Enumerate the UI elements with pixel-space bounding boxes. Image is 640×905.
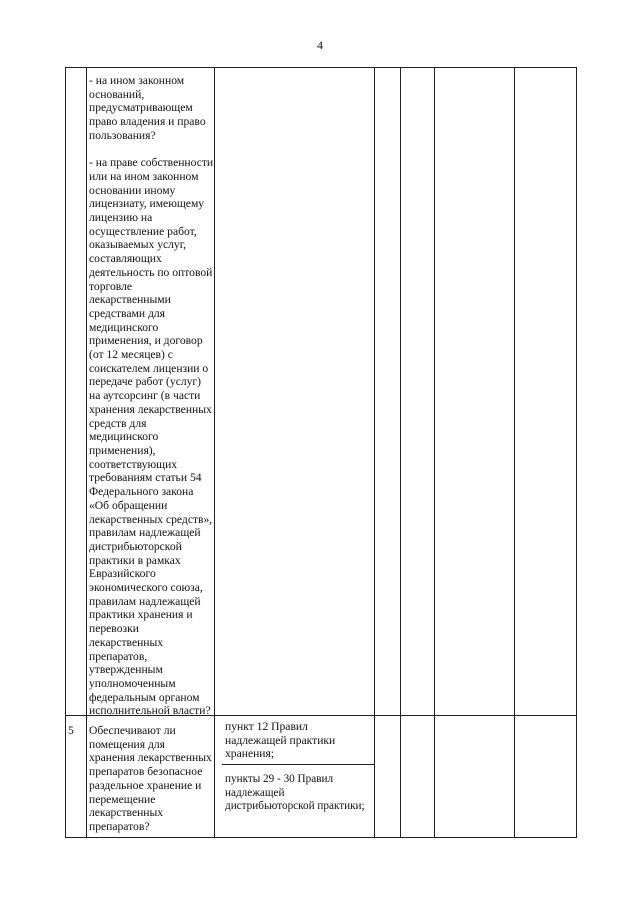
column-divider [214,67,215,837]
table-border-left [65,67,66,837]
column-divider [400,67,401,837]
question-text: - на ином законном оснований, предусматривающем право владения и право пользования? - на праве собственности или на ином законном основании иному лицензиату, имеющему лицензию на осуществление работ, оказываемых услуг, составляющих деятельность по оптовой торговле лекарственными средствами для медицинского применения, и договор (от 12 месяцев) с соискателем лицензии о передаче работ (услуг) на аутсорсинг (в части хранения лекарственных средств для медицинского применения), соответствующих требованиям статьи 54 Федерального закона «Об обращении лекарственных средств», правилам надлежащей дистрибьюторской практики в рамках Евразийского экономического союза, правилам надлежащей практики хранения и перевозки лекарственных препаратов, утвержденным уполномоченным федеральным органом исполнительной власти? [89,74,214,718]
column-divider [434,67,435,837]
table-border-top [65,67,577,68]
reference-text: пункты 29 - 30 Правил надлежащей дистрибьюторской практики; [225,773,365,813]
question-text: Обеспечивают ли помещения для хранения лекарственных препаратов безопасное раздельное хранение и перемещение лекарственных препаратов? [89,724,212,833]
reference-text: пункт 12 Правил надлежащей практики хранения; [225,720,336,761]
table-border-bottom [65,837,577,838]
column-divider [514,67,515,837]
reference-divider [222,764,374,765]
table-border-right [576,67,577,837]
column-divider [86,67,87,837]
row-number: 5 [68,724,74,737]
page-number: 4 [317,38,323,52]
